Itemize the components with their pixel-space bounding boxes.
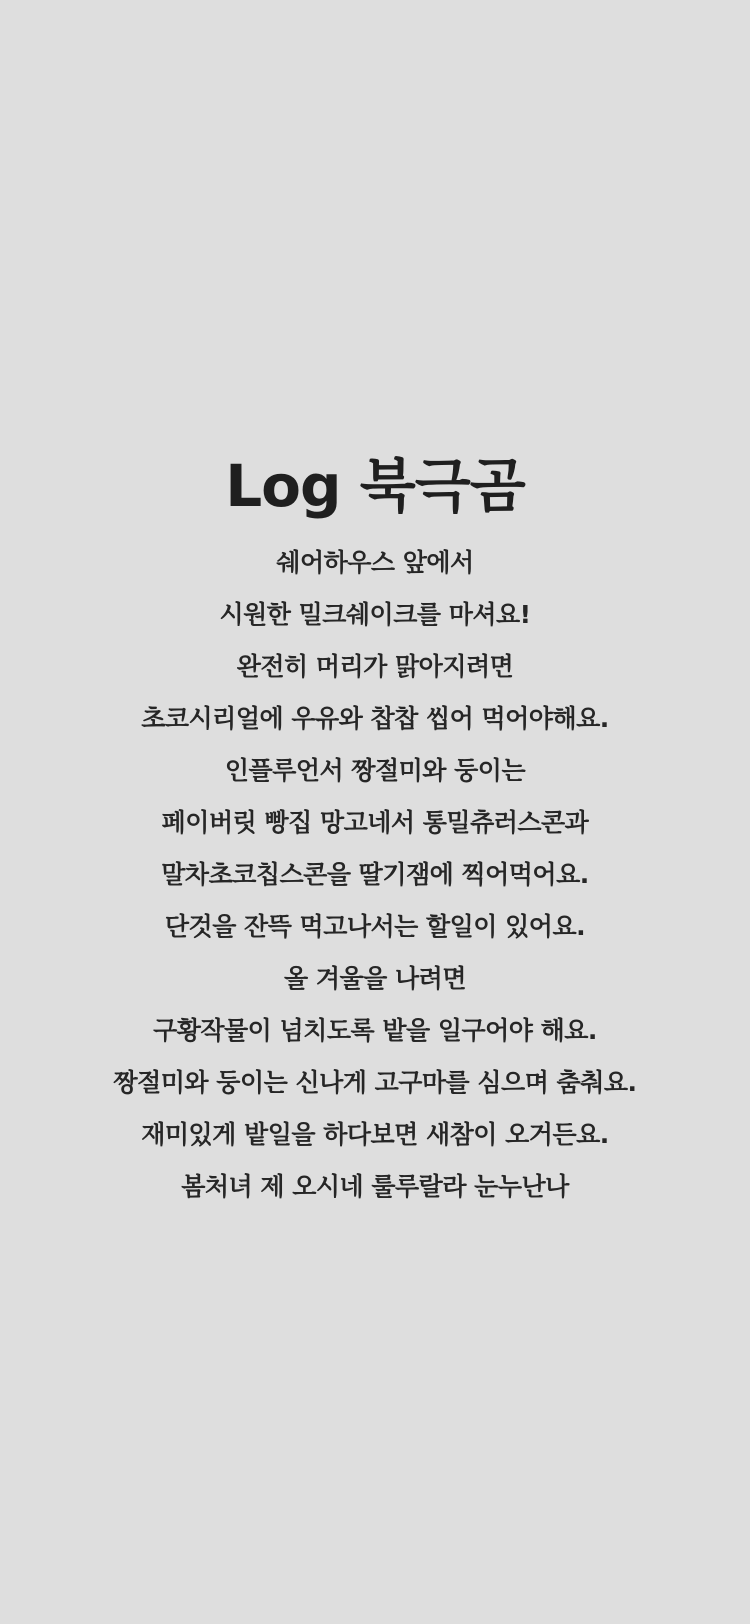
poem-line: 봄처녀 제 오시네 룰루랄라 눈누난나 (181, 1172, 569, 1201)
poem-line: 완전히 머리가 맑아지려면 (236, 652, 514, 681)
poem-line: 올 겨울을 나려면 (284, 964, 466, 993)
page-title: Log 북극곰 (225, 451, 525, 520)
poem-line: 초코시리얼에 우유와 찹찹 씹어 먹어야해요. (141, 704, 609, 733)
poem-line: 인플루언서 짱절미와 둥이는 (224, 756, 526, 785)
poem-line: 단것을 잔뜩 먹고나서는 할일이 있어요. (164, 912, 586, 941)
poem-line: 짱절미와 둥이는 신나게 고구마를 심으며 춤춰요. (113, 1068, 637, 1097)
poem-line: 쉐어하우스 앞에서 (276, 548, 474, 577)
poem-line: 구황작물이 넘치도록 밭을 일구어야 해요. (153, 1016, 597, 1045)
poem-line: 말차초코칩스콘을 딸기잼에 찍어먹어요. (161, 860, 589, 889)
poem-line: 페이버릿 빵집 망고네서 통밀츄러스콘과 (161, 808, 589, 837)
poem-line: 시원한 밀크쉐이크를 마셔요! (219, 600, 531, 629)
poem-text (0, 537, 750, 1213)
poem-line: 재미있게 밭일을 하다보면 새참이 오거든요. (141, 1120, 609, 1149)
